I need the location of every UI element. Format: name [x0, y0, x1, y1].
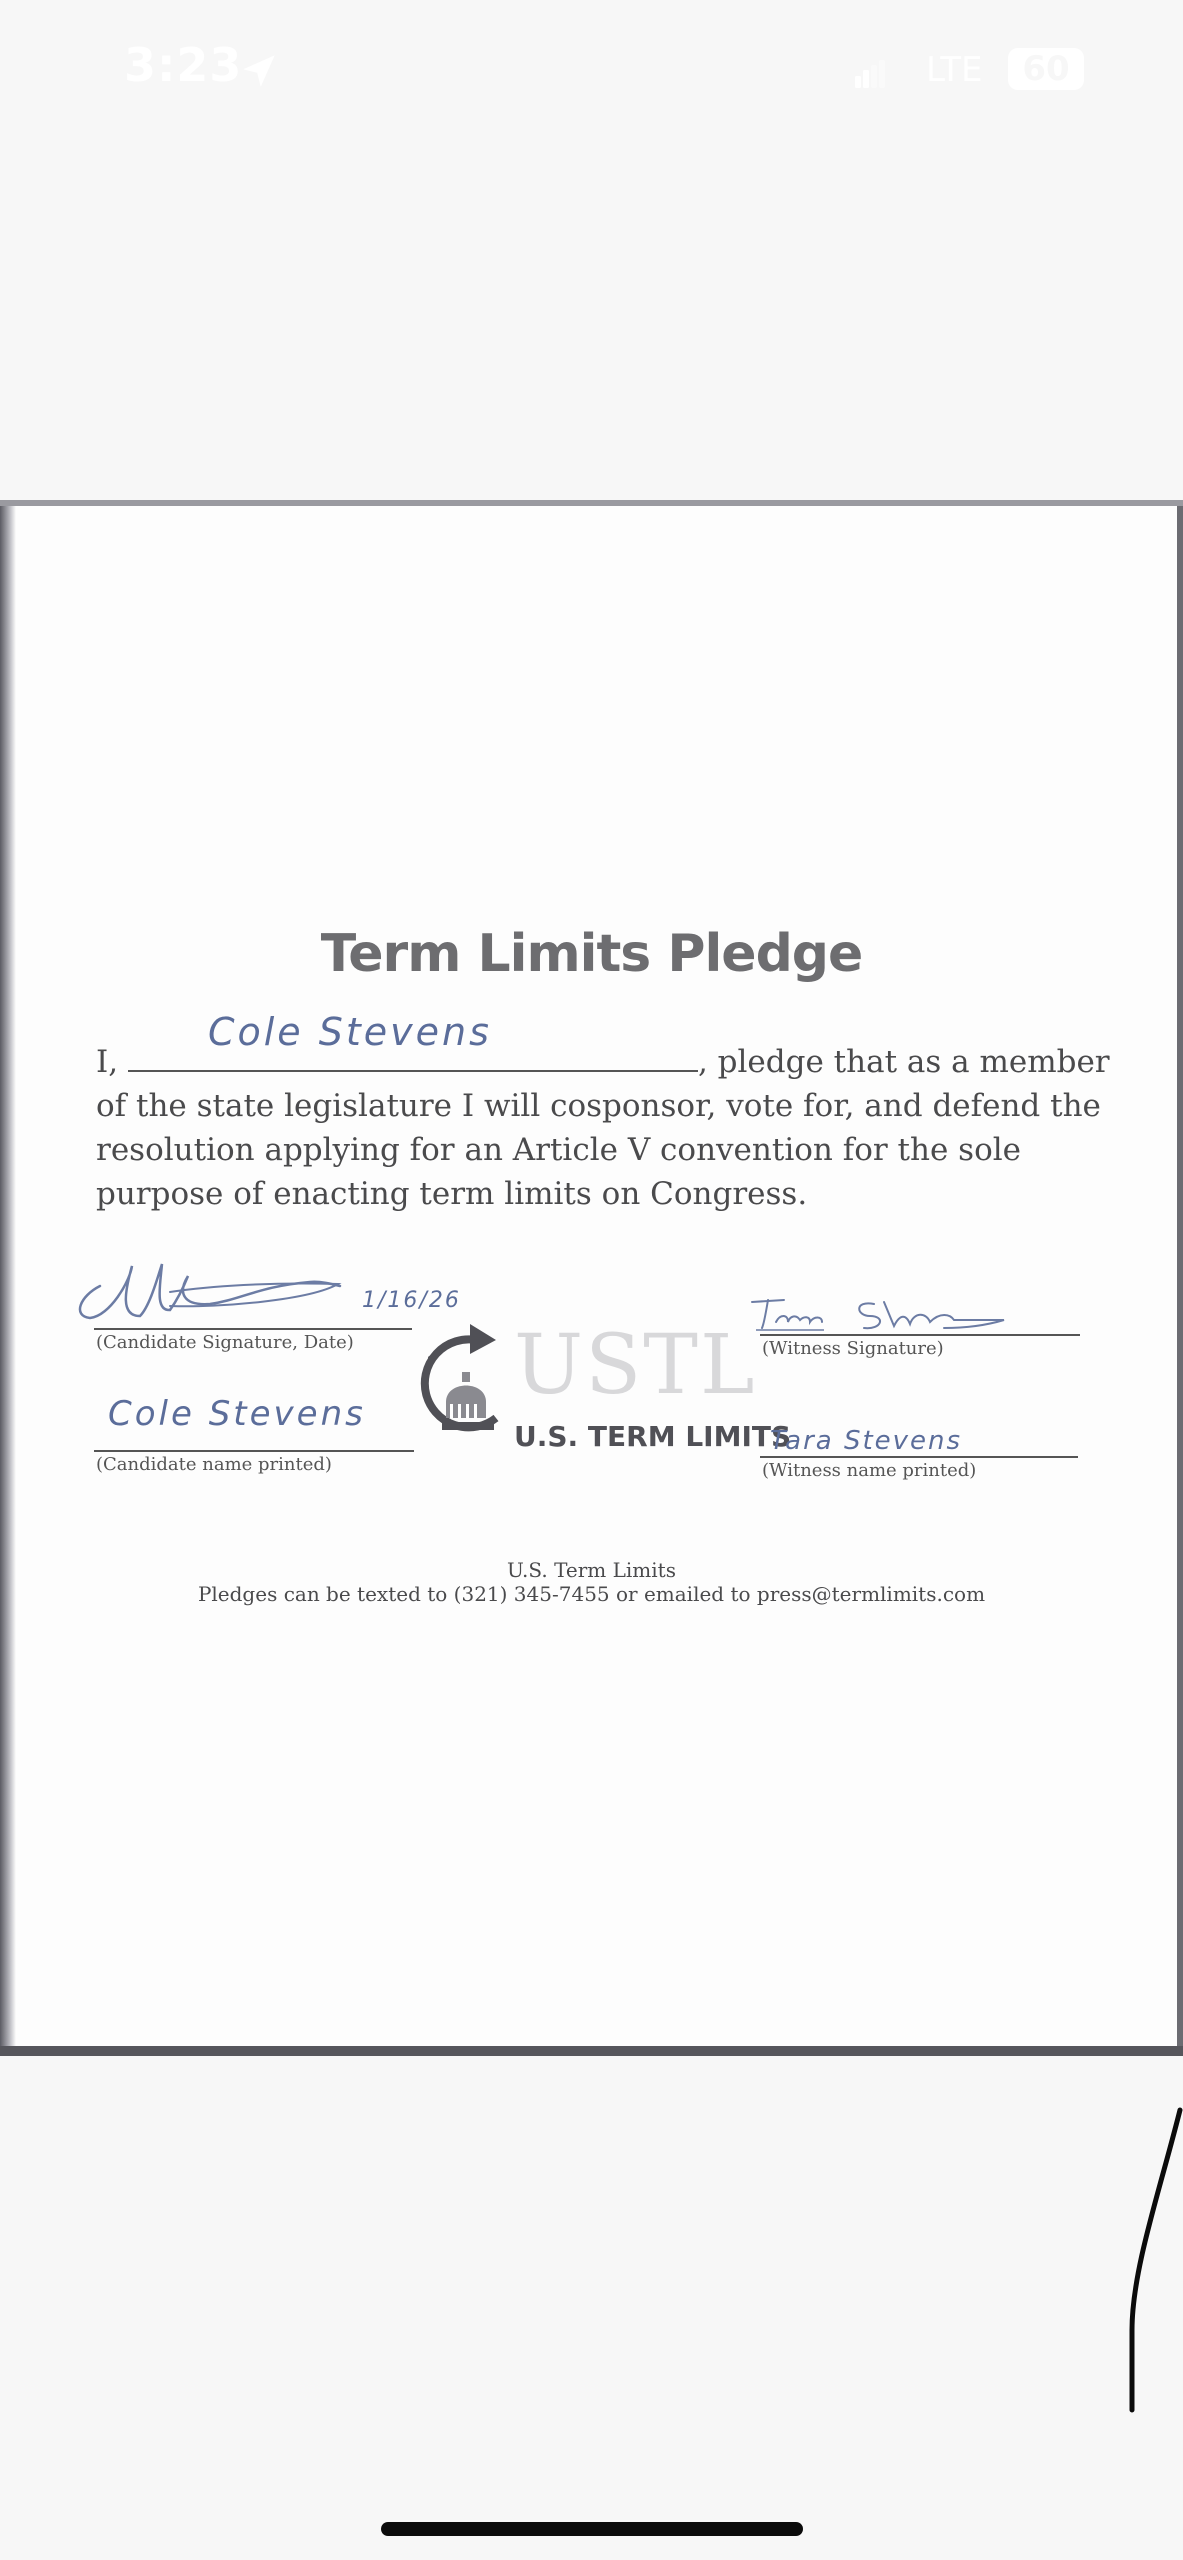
pledge-name-field: [128, 1010, 698, 1072]
pledge-line-2: of the state legislature I will cosponsor, vote for, and defend the: [96, 1088, 1101, 1124]
status-time: 3:23: [124, 38, 243, 92]
witness-printed-caption: (Witness name printed): [762, 1460, 977, 1481]
witness-signature-caption: (Witness Signature): [762, 1338, 944, 1359]
document-right-edge: [1177, 506, 1183, 2046]
document-left-edge: [0, 506, 16, 2046]
pledge-title: Term Limits Pledge: [320, 924, 863, 984]
home-indicator[interactable]: [381, 2522, 803, 2536]
location-arrow-icon: [238, 50, 280, 92]
ustl-tagline: U.S. TERM LIMITS: [514, 1420, 792, 1453]
pledge-prefix: I,: [96, 1044, 119, 1080]
candidate-printed-caption: (Candidate name printed): [96, 1454, 332, 1475]
footer-organization: U.S. Term Limits: [507, 1558, 676, 1582]
footer-contact-info: Pledges can be texted to (321) 345-7455 or emailed to press@termlimits.com: [197, 1582, 986, 1606]
ustl-wordmark: USTL: [514, 1318, 757, 1413]
candidate-signature-scribble: [70, 1246, 360, 1326]
witness-signature-scribble: [744, 1290, 1044, 1340]
pledge-name-handwritten: Cole Stevens: [207, 1010, 492, 1054]
pledge-line-4: purpose of enacting term limits on Congress.: [96, 1176, 808, 1212]
witness-printed-line: [760, 1456, 1078, 1458]
scanned-document: [0, 500, 1183, 2056]
status-bar: [0, 0, 1183, 140]
candidate-printed-handwritten: Cole Stevens: [108, 1394, 366, 1434]
capitol-stopwatch-icon: [416, 1318, 510, 1448]
witness-signature-line: [760, 1334, 1080, 1336]
ustl-logo: [416, 1310, 792, 1460]
pledge-line-1-suffix: , pledge that as a member: [697, 1044, 1110, 1080]
candidate-signature-caption: (Candidate Signature, Date): [96, 1332, 354, 1353]
candidate-signature-date: 1/16/26: [362, 1288, 461, 1313]
pledge-line-3: resolution applying for an Article V convention for the sole: [96, 1132, 1021, 1168]
pledge-line-1: [96, 1010, 1110, 1084]
markup-pen-stroke: [1100, 2100, 1183, 2420]
network-type-label: LTE: [926, 50, 983, 90]
cellular-signal-icon: [855, 60, 885, 88]
candidate-signature-line: [94, 1328, 412, 1330]
witness-printed-handwritten: Tara Stevens: [770, 1426, 963, 1456]
pledge-text: [96, 1010, 1110, 1216]
battery-indicator: 60: [1008, 48, 1084, 90]
candidate-printed-line: [94, 1450, 414, 1452]
